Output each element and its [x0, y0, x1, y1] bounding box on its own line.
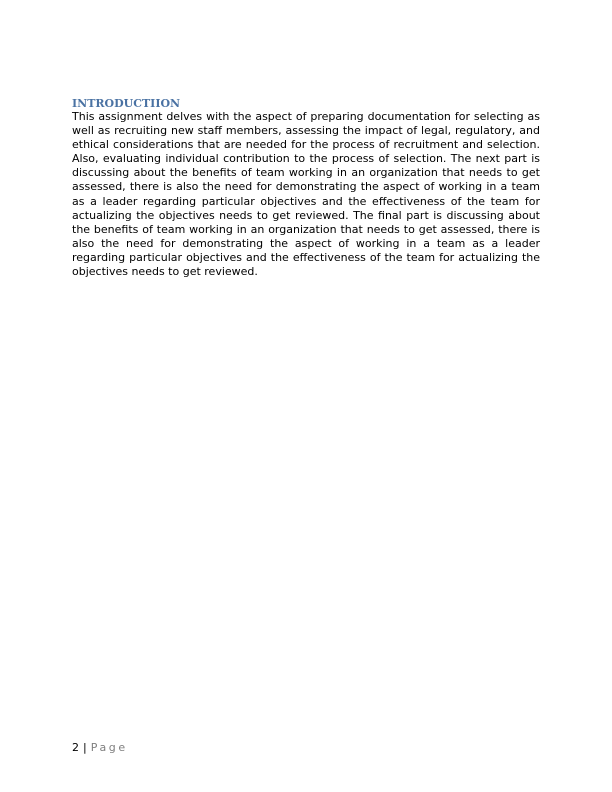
page-number: 2 [72, 741, 79, 754]
section-heading: INTRODUCTIION [72, 97, 181, 110]
introduction-paragraph: This assignment delves with the aspect of preparing documentation for selecting as well as recruiting new staff members, assessing the impact of legal, regulatory, and ethical considerations that are needed for the process of recruitment and selection. Also, evaluating individual contribution to the process of selection. The next part is discussing about the benefits of team working in an organization that needs to get assessed, there is also the need for demonstrating the aspect of working in a team as a leader regarding particular objectives and the effectiveness of the team for actualizing the objectives needs to get reviewed. The final part is discussing about the benefits of team working in an organization that needs to get assessed, there is also the need for demonstrating the aspect of working in a team as a leader regarding particular objectives and the effectiveness of the team for actualizing the objectives needs to get reviewed. [72, 110, 540, 279]
footer-separator: | [83, 741, 87, 754]
document-content [72, 97, 540, 279]
page-footer [72, 741, 128, 755]
page-label: Page [90, 741, 128, 754]
